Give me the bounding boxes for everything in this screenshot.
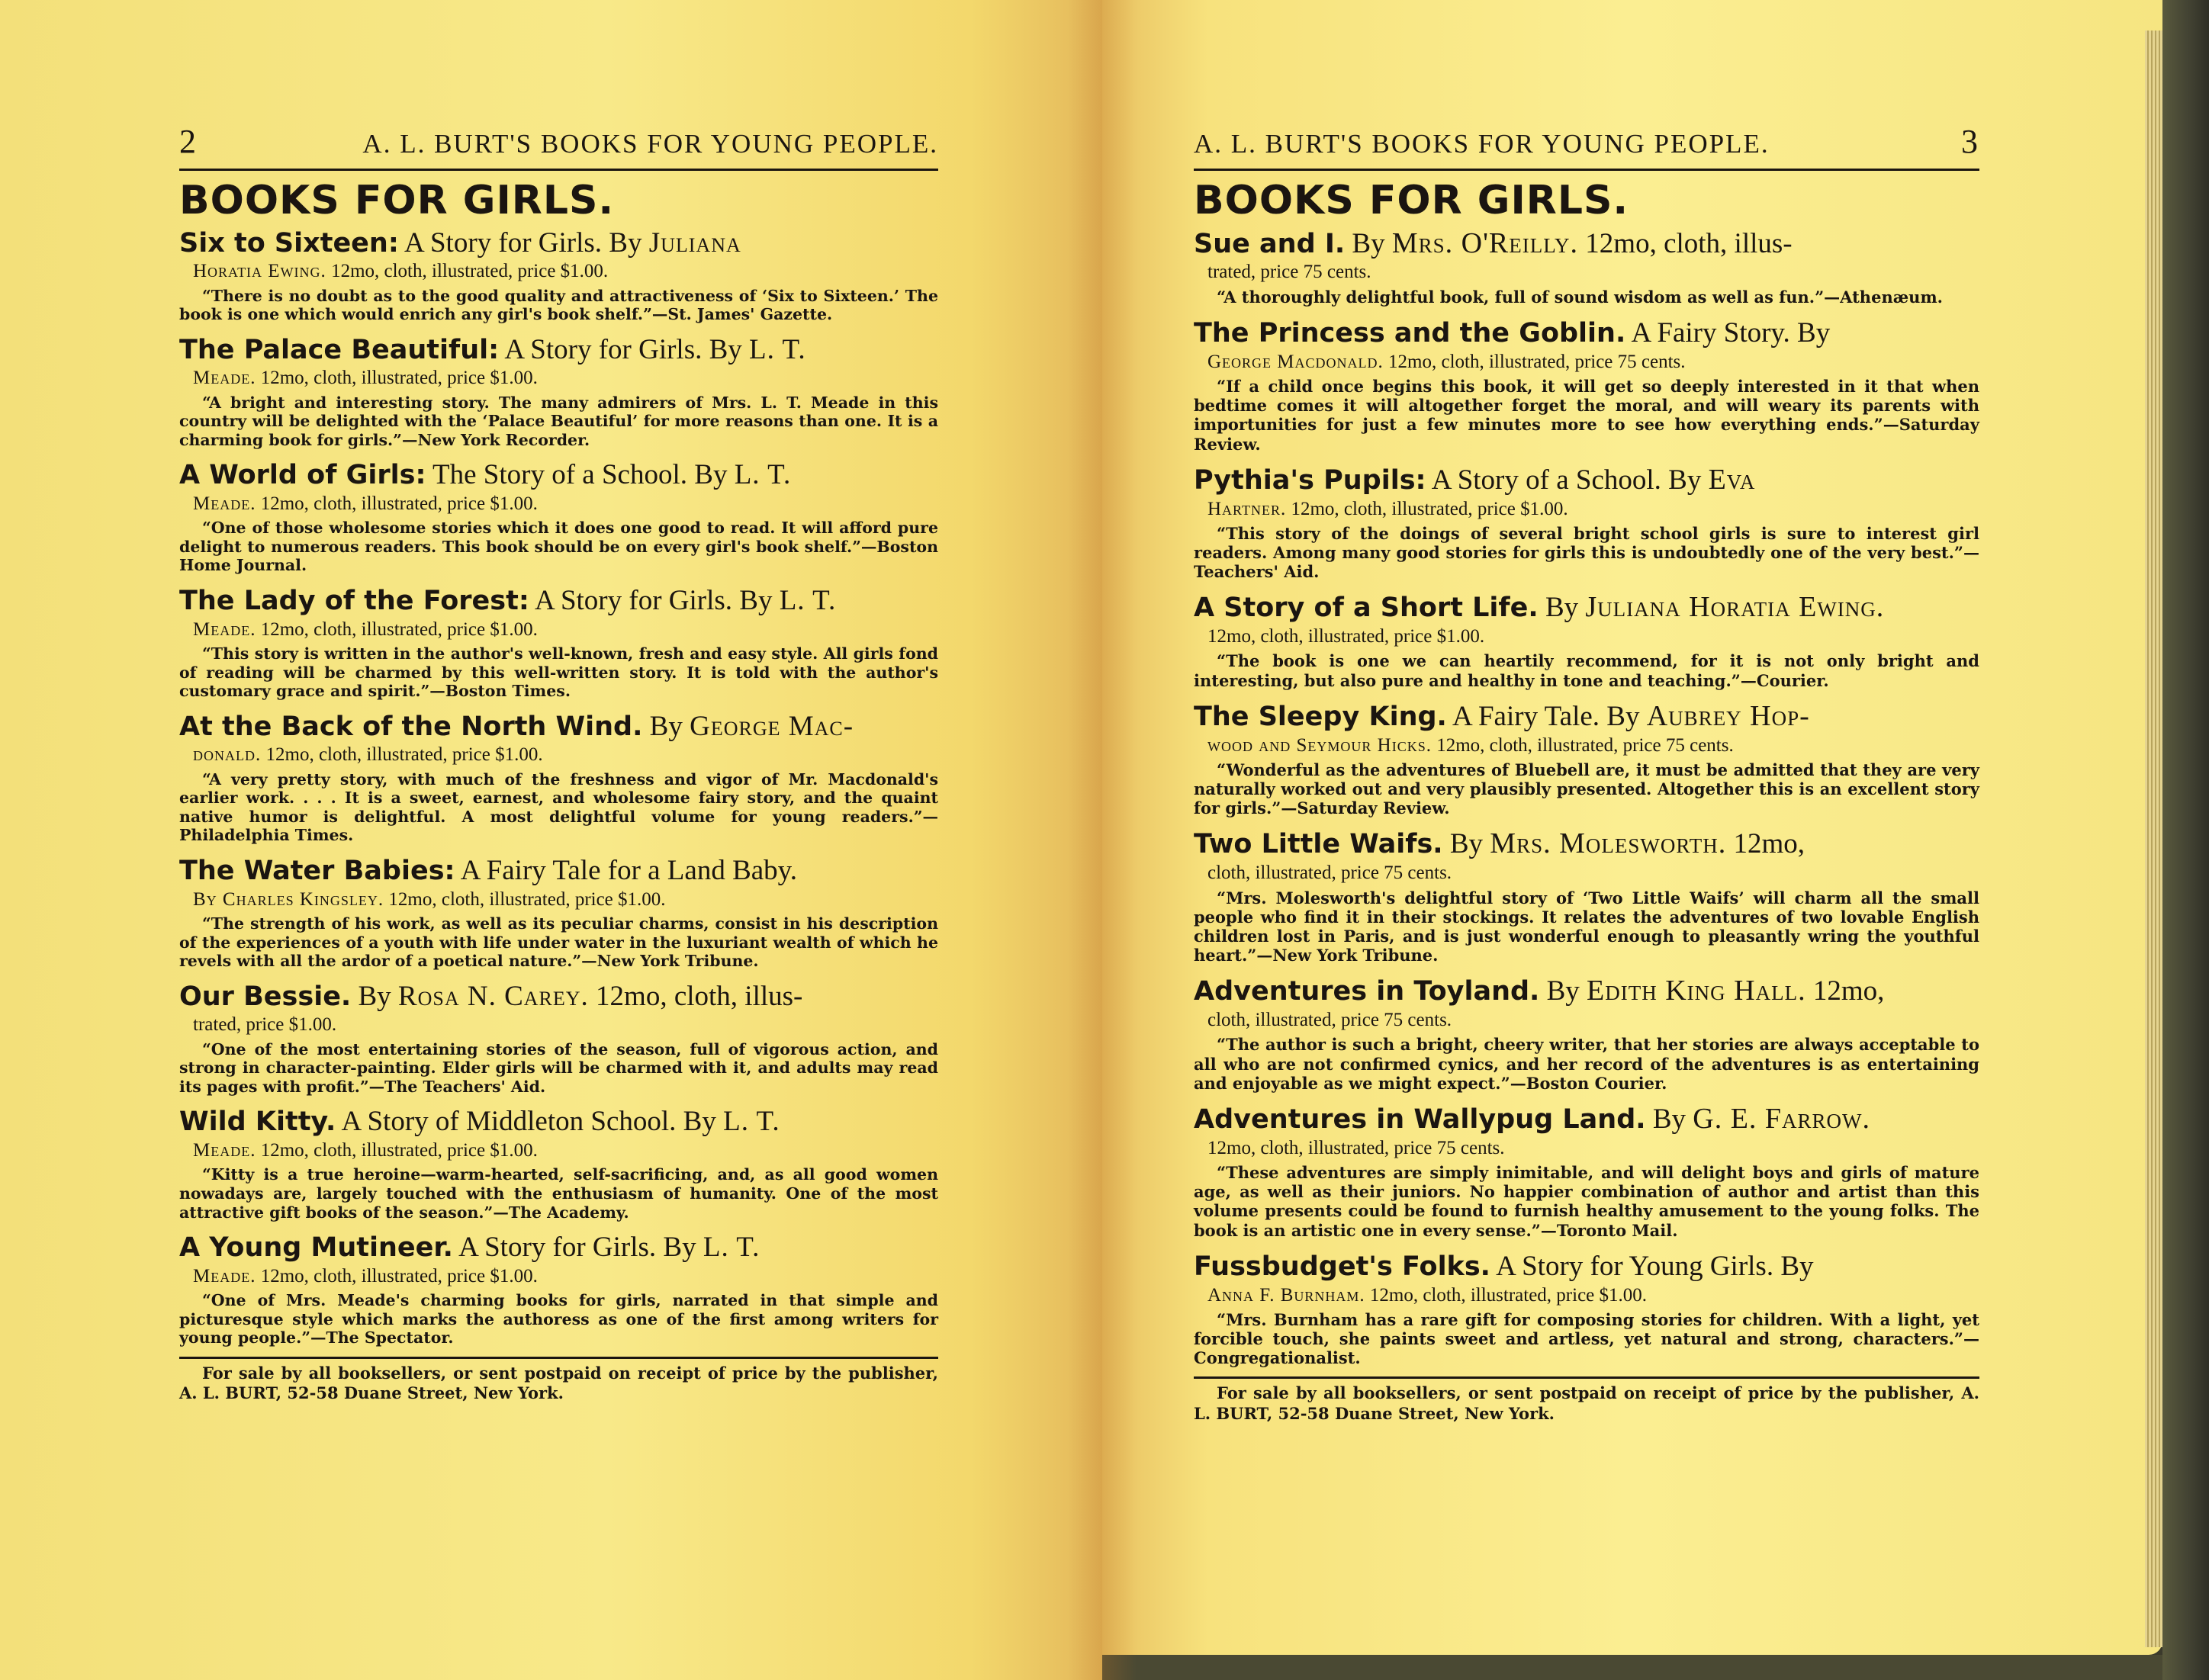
book-price: 12mo, cloth, illustrated, price $1.00. [1207, 626, 1485, 647]
book-entry [179, 584, 938, 701]
book-details [1207, 1008, 1979, 1032]
entry-heading [1194, 827, 1979, 861]
section-title: BOOKS FOR GIRLS. [1194, 178, 1629, 223]
book-author-continued: Meade. [193, 618, 256, 640]
book-details [193, 888, 938, 911]
book-author-continued: Horatia Ewing. [193, 261, 326, 282]
right-page-content [1194, 122, 1979, 1424]
book-description: By [351, 980, 398, 1012]
book-details [1207, 625, 1979, 648]
book-author: George Mac- [690, 710, 854, 742]
book-price: 12mo, cloth, illustrated, price $1.00. [256, 368, 538, 389]
book-review: “These adventures are simply inimitable, and will delight boys and girls of mature age, as well as their juniors. No happier combination of author and artist than this volume presents could be found to furnish healthy amusement to the young folks. The book is an artistic one in every sense.”—Toronto Mail. [1194, 1162, 1979, 1240]
book-details [193, 259, 938, 283]
book-entry [1194, 974, 1979, 1093]
book-price: 12mo, cloth, illustrated, price $1.00. [384, 888, 666, 910]
entry-heading [179, 980, 938, 1013]
book-review: “The strength of his work, as well as its peculiar charms, consist in his description of the experiences of a youth with life under water in the luxuriant wealth of which he revels with all the ardor of a poetical nature.”—New York Tribune. [179, 914, 938, 971]
book-details [193, 743, 938, 766]
book-author: Mrs. Molesworth. [1490, 827, 1727, 860]
book-author: Rosa N. Carey. [397, 980, 589, 1012]
book-review: “Mrs. Burnham has a rare gift for composing stories for children. With a light, yet forcible touch, she paints sweet and artless, yet natural and strong, characters.”—Congregationalist. [1194, 1309, 1979, 1368]
page-number: 3 [1961, 123, 1979, 160]
book-review: “If a child once begins this book, it will get so deeply interested in it that when bedtime comes it will altogether forget the moral, and will weary its parents with importunities for just a few minutes more to see how everything ends.”—Saturday Review. [1194, 376, 1979, 454]
book-description: By [1345, 227, 1392, 259]
entry-heading [179, 854, 938, 888]
book-title: Pythia's Pupils: [1194, 464, 1426, 496]
book-description: A Story of a School. By [1426, 464, 1709, 496]
book-format: 12mo, cloth, illus- [1578, 227, 1793, 259]
book-review: “Kitty is a true heroine—warm-hearted, self-sacrificing, and, as all good women nowadays are, largely touched with the enthusiasm of humanity. One of the most attractive gift books of the season.”—The Academy. [179, 1165, 938, 1222]
book-details [193, 618, 938, 641]
book-entry [179, 1231, 938, 1348]
book-author: L. T. [723, 1106, 780, 1138]
book-author-continued: Meade. [193, 1265, 256, 1287]
left-page-content [179, 122, 938, 1403]
book-price: 12mo, cloth, illustrated, price 75 cents. [1207, 1137, 1505, 1158]
book-title: Six to Sixteen: [179, 227, 399, 259]
book-review: “One of the most entertaining stories of the season, full of vigorous action, and strong in character-painting. Elder girls will be charmed with it, and adults may read its pages with profit.”—The Teachers' Aid. [179, 1039, 938, 1096]
book-list [1194, 226, 1979, 1368]
entry-heading [179, 584, 938, 618]
book-author: Aubrey Hop- [1646, 699, 1810, 732]
book-title: Wild Kitty. [179, 1107, 336, 1138]
running-head [179, 122, 938, 171]
book-details [1207, 497, 1979, 521]
book-description: A Story for Young Girls. By [1490, 1250, 1814, 1282]
entry-heading [1194, 226, 1979, 261]
book-details [193, 1264, 938, 1288]
book-title: A World of Girls: [179, 460, 426, 491]
book-description: A Fairy Tale. By [1446, 700, 1647, 732]
book-entry [179, 333, 938, 450]
book-author-continued: wood and Seymour Hicks. [1207, 734, 1432, 756]
book-author-continued: Meade. [193, 493, 256, 515]
book-review: “Mrs. Molesworth's delightful story of ‘Two Little Waifs’ will charm all the small people who find it in their stockings. It relates the adventures of two lovable English children lost in Paris, and is just wonderful enough to pleasantly wring the youthful heart.”—New York Tribune. [1194, 888, 1979, 965]
book-title: A Young Mutineer. [179, 1232, 453, 1264]
book-title: Adventures in Toyland. [1194, 976, 1540, 1007]
book-details [1207, 1136, 1979, 1160]
book-list [179, 226, 938, 1348]
book-details [193, 1013, 938, 1036]
book-title: The Princess and the Goblin. [1194, 317, 1626, 349]
book-price: trated, price 75 cents. [1207, 262, 1371, 283]
book-price: cloth, illustrated, price 75 cents. [1207, 862, 1452, 884]
entry-heading [1194, 1249, 1979, 1283]
book-author: L. T. [703, 1232, 760, 1264]
book-price: 12mo, cloth, illustrated, price $1.00. [256, 618, 538, 640]
book-cover-edge [2162, 0, 2209, 1680]
book-entry [179, 854, 938, 971]
book-price: trated, price $1.00. [193, 1014, 337, 1036]
book-description: By [1538, 592, 1586, 624]
book-price: 12mo, cloth, illustrated, price $1.00. [256, 1265, 538, 1287]
book-author: G. E. Farrow. [1693, 1102, 1871, 1135]
book-entry [1194, 226, 1979, 307]
book-price: 12mo, cloth, illustrated, price $1.00. [1286, 498, 1568, 519]
book-author: Eva [1708, 463, 1756, 496]
book-entry [1194, 1102, 1979, 1240]
book-title: Adventures in Wallypug Land. [1194, 1103, 1646, 1135]
book-review: “A very pretty story, with much of the freshness and vigor of Mr. Macdonald's earlier work. . . . It is a sweet, earnest, and wholesome fairy story, and the quaint native humor is delightful. A most delightful volume for young readers.”—Philadelphia Times. [179, 769, 938, 845]
entry-heading [179, 710, 938, 744]
book-author: Juliana [648, 226, 741, 259]
book-description: A Story for Girls. By [452, 1232, 703, 1264]
entry-heading [1194, 699, 1979, 734]
book-format: 12mo, [1726, 828, 1805, 860]
book-review: “One of Mrs. Meade's charming books for girls, narrated in that simple and picturesque style which marks the authoress as one of the first among writers for young people.”—The Spectator. [179, 1291, 938, 1348]
book-title: The Palace Beautiful: [179, 334, 500, 365]
book-price: 12mo, cloth, illustrated, price $1.00. [1365, 1284, 1648, 1306]
entry-heading [179, 226, 938, 260]
book-description: A Story for Girls. By [499, 333, 750, 365]
book-author-continued: Anna F. Burnham. [1207, 1284, 1365, 1306]
book-title: The Water Babies: [179, 856, 455, 887]
entry-heading [1194, 590, 1979, 625]
book-author-continued: Hartner. [1207, 498, 1287, 519]
book-details [1207, 861, 1979, 885]
book-entry [179, 1105, 938, 1222]
book-author-continued: George Macdonald. [1207, 351, 1384, 372]
book-description: By [642, 710, 690, 742]
book-price: 12mo, cloth, illustrated, price $1.00. [256, 493, 538, 515]
book-entry [1194, 316, 1979, 454]
book-review: “A thoroughly delightful book, full of sound wisdom as well as fun.”—Athenæum. [1217, 287, 1943, 307]
book-review: “There is no doubt as to the good quality and attractiveness of ‘Six to Sixteen.’ The book is one which would enrich any girl's book shelf.”—St. James' Gazette. [179, 286, 938, 324]
book-entry [179, 226, 938, 324]
book-author-continued: Meade. [193, 368, 256, 389]
entry-heading [179, 1231, 938, 1264]
book-title: Sue and I. [1194, 228, 1346, 259]
book-description: By [1645, 1103, 1693, 1135]
book-price: 12mo, cloth, illustrated, price $1.00. [326, 261, 609, 282]
book-format: 12mo, [1805, 975, 1885, 1007]
book-price: 12mo, cloth, illustrated, price 75 cents. [1431, 734, 1734, 756]
running-head-text: A. L. BURT'S BOOKS FOR YOUNG PEOPLE. [362, 129, 938, 159]
book-review: “One of those wholesome stories which it does one good to read. It will afford pure delight to numerous readers. This book should be on every girl's book shelf.”—Boston Home Journal. [179, 519, 938, 575]
entry-heading [179, 1105, 938, 1139]
book-title: At the Back of the North Wind. [179, 711, 643, 742]
publisher-footer: For sale by all booksellers, or sent postpaid on receipt of price by the publisher, A. L. BURT, 52-58 Duane Street, New York. [1194, 1376, 1979, 1424]
book-description: A Fairy Tale for a Land Baby. [455, 855, 798, 887]
book-review: “A bright and interesting story. The many admirers of Mrs. L. T. Meade in this country will be delighted with the ‘Palace Beautiful’ for more reasons than one. It is a charming book for girls.”—New York Recorder. [179, 393, 938, 449]
book-price: 12mo, cloth, illustrated, price $1.00. [256, 1140, 538, 1161]
book-description: A Story for Girls. By [398, 226, 649, 259]
running-head [1194, 122, 1979, 171]
book-author-continued: By Charles Kingsley. [193, 888, 384, 910]
book-price: 12mo, cloth, illustrated, price $1.00. [261, 744, 543, 766]
book-cover-bottom-right [1102, 1655, 2209, 1680]
book-review: “Wonderful as the adventures of Bluebell are, it must be admitted that they are very naturally worked out and very plausibly presented. Altogether this is an excellent story for girls.”—Saturday Review. [1194, 760, 1979, 818]
book-author: Mrs. O'Reilly. [1391, 226, 1579, 259]
book-author: L. T. [779, 585, 837, 617]
running-head-text: A. L. BURT'S BOOKS FOR YOUNG PEOPLE. [1194, 129, 1770, 159]
book-title: Two Little Waifs. [1194, 829, 1443, 860]
book-title: The Sleepy King. [1194, 701, 1447, 732]
book-author: Juliana Horatia Ewing. [1585, 591, 1885, 624]
book-title: The Lady of the Forest: [179, 586, 529, 617]
book-format: 12mo, cloth, illus- [588, 980, 803, 1012]
book-review: “This story of the doings of several bright school girls is sure to interest girl readers. Among many good stories for girls this is undoubtedly one of the very best.”—Teachers' Aid. [1194, 523, 1979, 582]
book-entry [1194, 1249, 1979, 1368]
entry-heading [1194, 1102, 1979, 1136]
book-description: A Story for Girls. By [529, 585, 780, 617]
book-details [1207, 350, 1979, 374]
book-author: L. T. [749, 333, 806, 365]
book-details [1207, 260, 1979, 284]
entry-heading [1194, 463, 1979, 497]
entry-heading [179, 333, 938, 367]
book-details [1207, 734, 1979, 757]
entry-heading [1194, 974, 1979, 1008]
entry-heading [179, 458, 938, 492]
book-description: The Story of a School. By [426, 459, 735, 491]
book-entry [1194, 590, 1979, 689]
book-title: Our Bessie. [179, 981, 352, 1012]
book-details [1207, 1283, 1979, 1307]
book-description: A Fairy Story. By [1625, 316, 1831, 349]
book-entry [179, 458, 938, 575]
book-author-continued: Meade. [193, 1140, 256, 1161]
book-entry [179, 980, 938, 1097]
book-review: “This story is written in the author's well-known, fresh and easy style. All girls fond of reading will be charmed by this well-written story. It is told with the author's customary grace and spirit.”—Boston Times. [179, 644, 938, 701]
book-review: “The book is one we can heartily recommend, for it is not only bright and interesting, but also pure and healthy in tone and teaching.”—Courier. [1194, 651, 1979, 690]
book-details [193, 1139, 938, 1162]
book-author-continued: donald. [193, 744, 262, 766]
book-description: By [1539, 975, 1587, 1007]
book-entry [1194, 463, 1979, 582]
book-price: 12mo, cloth, illustrated, price 75 cents. [1383, 351, 1686, 372]
publisher-footer: For sale by all booksellers, or sent postpaid on receipt of price by the publisher, A. L. BURT, 52-58 Duane Street, New York. [179, 1357, 938, 1404]
book-entry [1194, 699, 1979, 818]
book-author: Edith King Hall. [1587, 975, 1806, 1007]
page-gutter [1068, 0, 1137, 1680]
entry-heading [1194, 316, 1979, 350]
book-entry [179, 710, 938, 845]
book-author: L. T. [734, 459, 792, 491]
book-entry [1194, 827, 1979, 965]
book-review: “The author is such a bright, cheery writer, that her stories are always acceptable to all who are not confirmed cynics, and her record of the adventures is as entertaining and enjoyable as we might expect.”—Boston Courier. [1194, 1035, 1979, 1093]
book-title: A Story of a Short Life. [1194, 593, 1539, 624]
book-details [193, 366, 938, 390]
book-details [193, 492, 938, 516]
section-title: BOOKS FOR GIRLS. [179, 178, 615, 223]
book-price: cloth, illustrated, price 75 cents. [1207, 1010, 1452, 1031]
book-title: Fussbudget's Folks. [1194, 1251, 1490, 1282]
page-number: 2 [179, 123, 198, 160]
book-description: A Story of Middleton School. By [336, 1106, 724, 1138]
book-description: By [1442, 828, 1490, 860]
